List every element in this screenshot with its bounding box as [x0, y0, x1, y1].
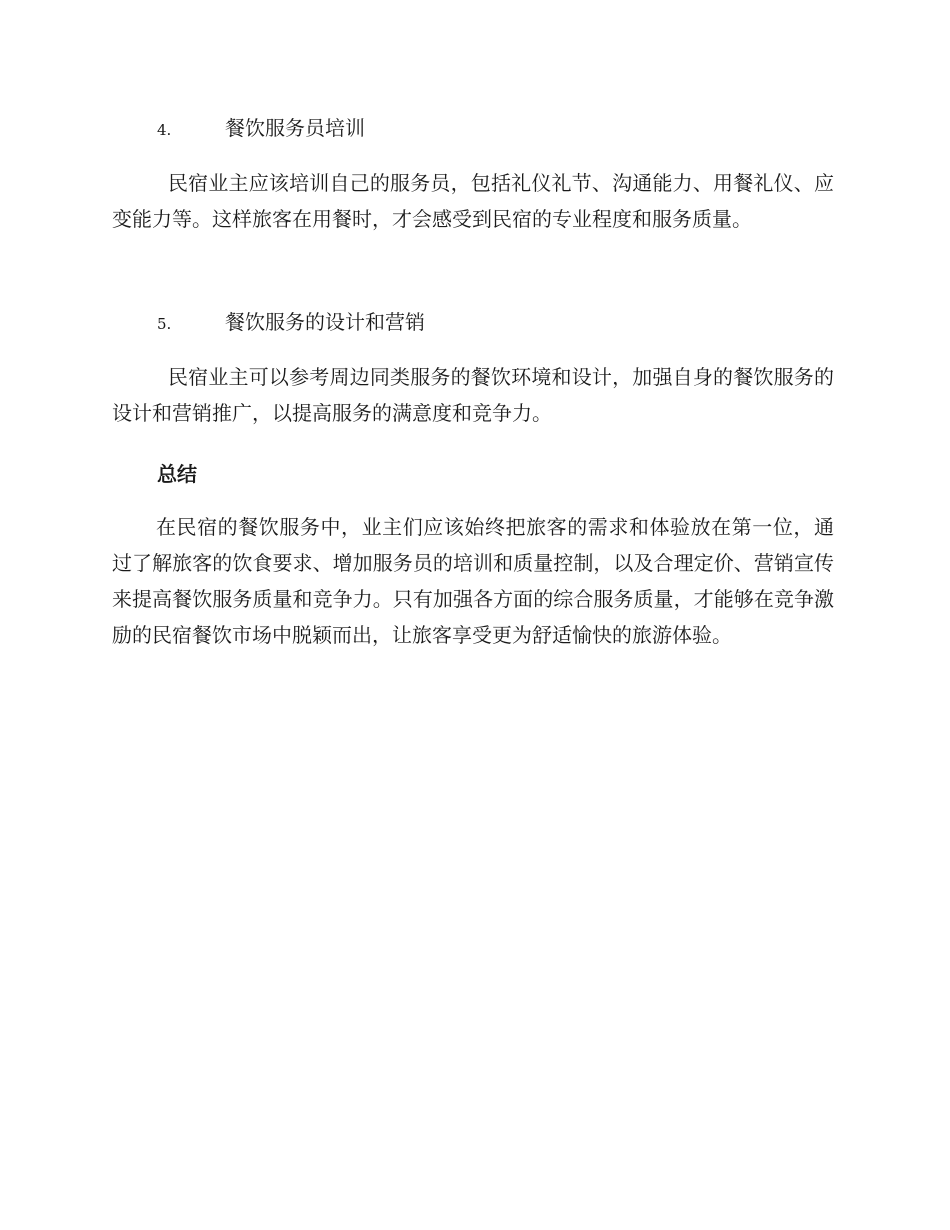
list-number: 5.: [157, 315, 172, 333]
list-heading-5: [157, 308, 425, 338]
paragraph-staff-training: 民宿业主应该培训自己的服务员，包括礼仪礼节、沟通能力、用餐礼仪、应变能力等。这样旅客在用餐时，才会感受到民宿的专业程度和服务质量。: [112, 171, 834, 231]
list-heading-title: 餐饮服务员培训: [225, 116, 365, 140]
list-heading-title: 餐饮服务的设计和营销: [225, 310, 425, 334]
list-number: 4.: [157, 121, 172, 139]
list-heading-4: [157, 114, 365, 144]
paragraph-design-marketing: 民宿业主可以参考周边同类服务的餐饮环境和设计，加强自身的餐饮服务的设计和营销推广，以提高服务的满意度和竞争力。: [112, 365, 834, 425]
paragraph-summary: 在民宿的餐饮服务中，业主们应该始终把旅客的需求和体验放在第一位，通过了解旅客的饮食要求、增加服务员的培训和质量控制，以及合理定价、营销宣传来提高餐饮服务质量和竞争力。只有加强各方面的综合服务质量，才能够在竞争激励的民宿餐饮市场中脱颖而出，让旅客享受更为舒适愉快的旅游体验。: [112, 515, 834, 647]
section-title-summary: 总结: [157, 462, 197, 486]
